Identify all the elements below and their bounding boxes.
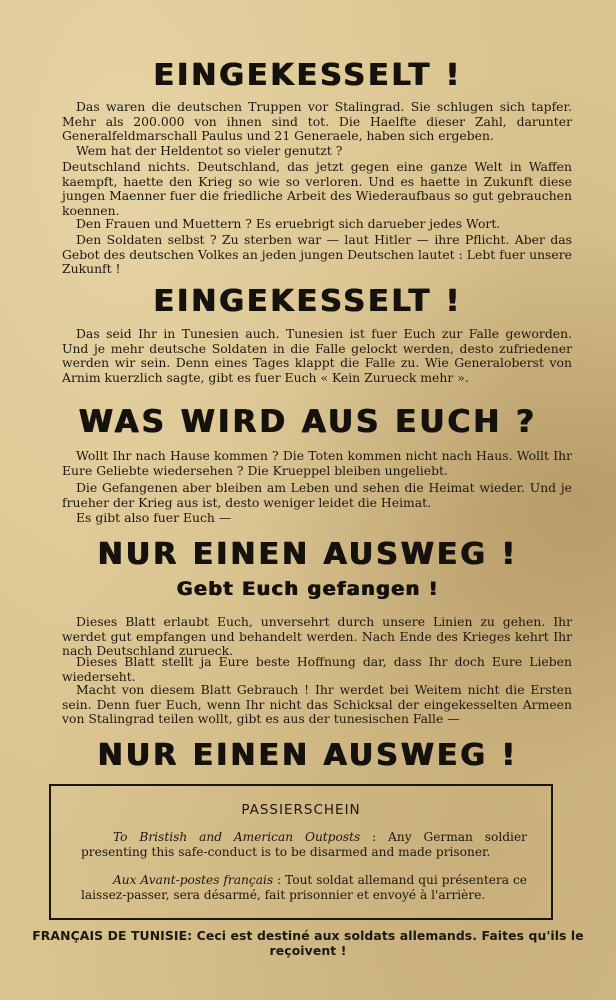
paragraph-gefangenen: Die Gefangenen aber bleiben am Leben und sehen die Heimat wieder. Und je frueher der Krieg aus ist, desto weniger leidet die Heimat. <box>62 480 572 510</box>
paragraph-es-gibt-also: Es gibt also fuer Euch — <box>76 510 232 525</box>
subheadline-gebt-euch-gefangen: Gebt Euch gefangen ! <box>176 578 440 600</box>
paragraph-stalingrad: Das waren die deutschen Truppen vor Stalingrad. Sie schlugen sich tapfer. Mehr als 200.000 von ihnen sind tot. Die Haelfte dieser Zahl, darunter Generalfeldmarschall Paulus und 21 Generaele, haben sich ergeben. <box>62 99 572 144</box>
passierschein-english-text: : Any German soldier presenting this safe-conduct is to be disarmed and made prisoner. <box>81 830 527 859</box>
passierschein-french <box>81 873 527 902</box>
headline-eingekesselt-1: EINGEKESSELT ! <box>153 58 463 93</box>
headline-nur-einen-ausweg-1: NUR EINEN AUSWEG ! <box>97 537 519 572</box>
paragraph-frauen-muettern: Den Frauen und Muettern ? Es eruebrigt sich darueber jedes Wort. <box>76 216 501 231</box>
passierschein-title: PASSIERSCHEIN <box>241 802 361 818</box>
passierschein-box <box>49 784 553 920</box>
paragraph-deutschland-nichts: Deutschland nichts. Deutschland, das jetzt gegen eine ganze Welt in Waffen kaempft, haette den Krieg so wie so verloren. Und es haette in Zukunft diese jungen Maenner fuer die friedliche Arbeit des Wiederaufbaus so gut gebrauchen koennen. <box>62 159 572 218</box>
paragraph-nach-hause: Wollt Ihr nach Hause kommen ? Die Toten kommen nicht nach Haus. Wollt Ihr Eure Geliebte wiedersehen ? Die Krueppel bleiben ungeliebt. <box>62 448 572 478</box>
paragraph-beste-hoffnung: Dieses Blatt stellt ja Eure beste Hoffnung dar, dass Ihr doch Eure Lieben wiederseht. <box>62 654 572 684</box>
paragraph-soldaten-pflicht: Den Soldaten selbst ? Zu sterben war — laut Hitler — ihre Pflicht. Aber das Gebot des deutschen Volkes an jeden jungen Deutschen lautet : Lebt fuer unsere Zukunft ! <box>62 232 572 277</box>
passierschein-english <box>81 830 527 859</box>
headline-was-wird-aus-euch: WAS WIRD AUS EUCH ? <box>78 404 538 440</box>
paragraph-macht-gebrauch: Macht von diesem Blatt Gebrauch ! Ihr werdet bei Weitem nicht die Ersten sein. Denn fuer Euch, wenn Ihr nicht das Schicksal der eingekesselten Armeen von Stalingrad teilen wollt, gibt es aus der tunesischen Falle — <box>62 682 572 727</box>
paragraph-tunesien-falle: Das seid Ihr in Tunesien auch. Tunesien ist fuer Euch zur Falle geworden. Und je mehr deutsche Soldaten in die Falle gelockt werden, desto zufriedener werden wir sein. Denn eines Tages klappt die Falle zu. Wie Generaloberst von Arnim kuerzlich sagte, gibt es fuer Euch « Kein Zurueck mehr ». <box>62 326 572 385</box>
passierschein-french-lead: Aux Avant-postes français <box>113 873 274 887</box>
headline-eingekesselt-2: EINGEKESSELT ! <box>153 284 463 319</box>
paragraph-heldentot-question: Wem hat der Heldentot so vieler genutzt ? <box>76 143 343 158</box>
passierschein-english-lead: To Bristish and American Outposts <box>113 830 361 844</box>
passierschein-french-text: : Tout soldat allemand qui présentera ce laissez-passer, sera désarmé, fait prisonnier et envoyé à l'arrière. <box>81 873 527 902</box>
footer-notice: FRANÇAIS DE TUNISIE: Ceci est destiné aux soldats allemands. Faites qu'ils le reçoivent ! <box>32 928 584 958</box>
headline-nur-einen-ausweg-2: NUR EINEN AUSWEG ! <box>97 738 519 773</box>
paragraph-blatt-erlaubt: Dieses Blatt erlaubt Euch, unversehrt durch unsere Linien zu gehen. Ihr werdet gut empfangen und behandelt werden. Nach Ende des Krieges kehrt Ihr nach Deutschland zurueck. <box>62 614 572 659</box>
